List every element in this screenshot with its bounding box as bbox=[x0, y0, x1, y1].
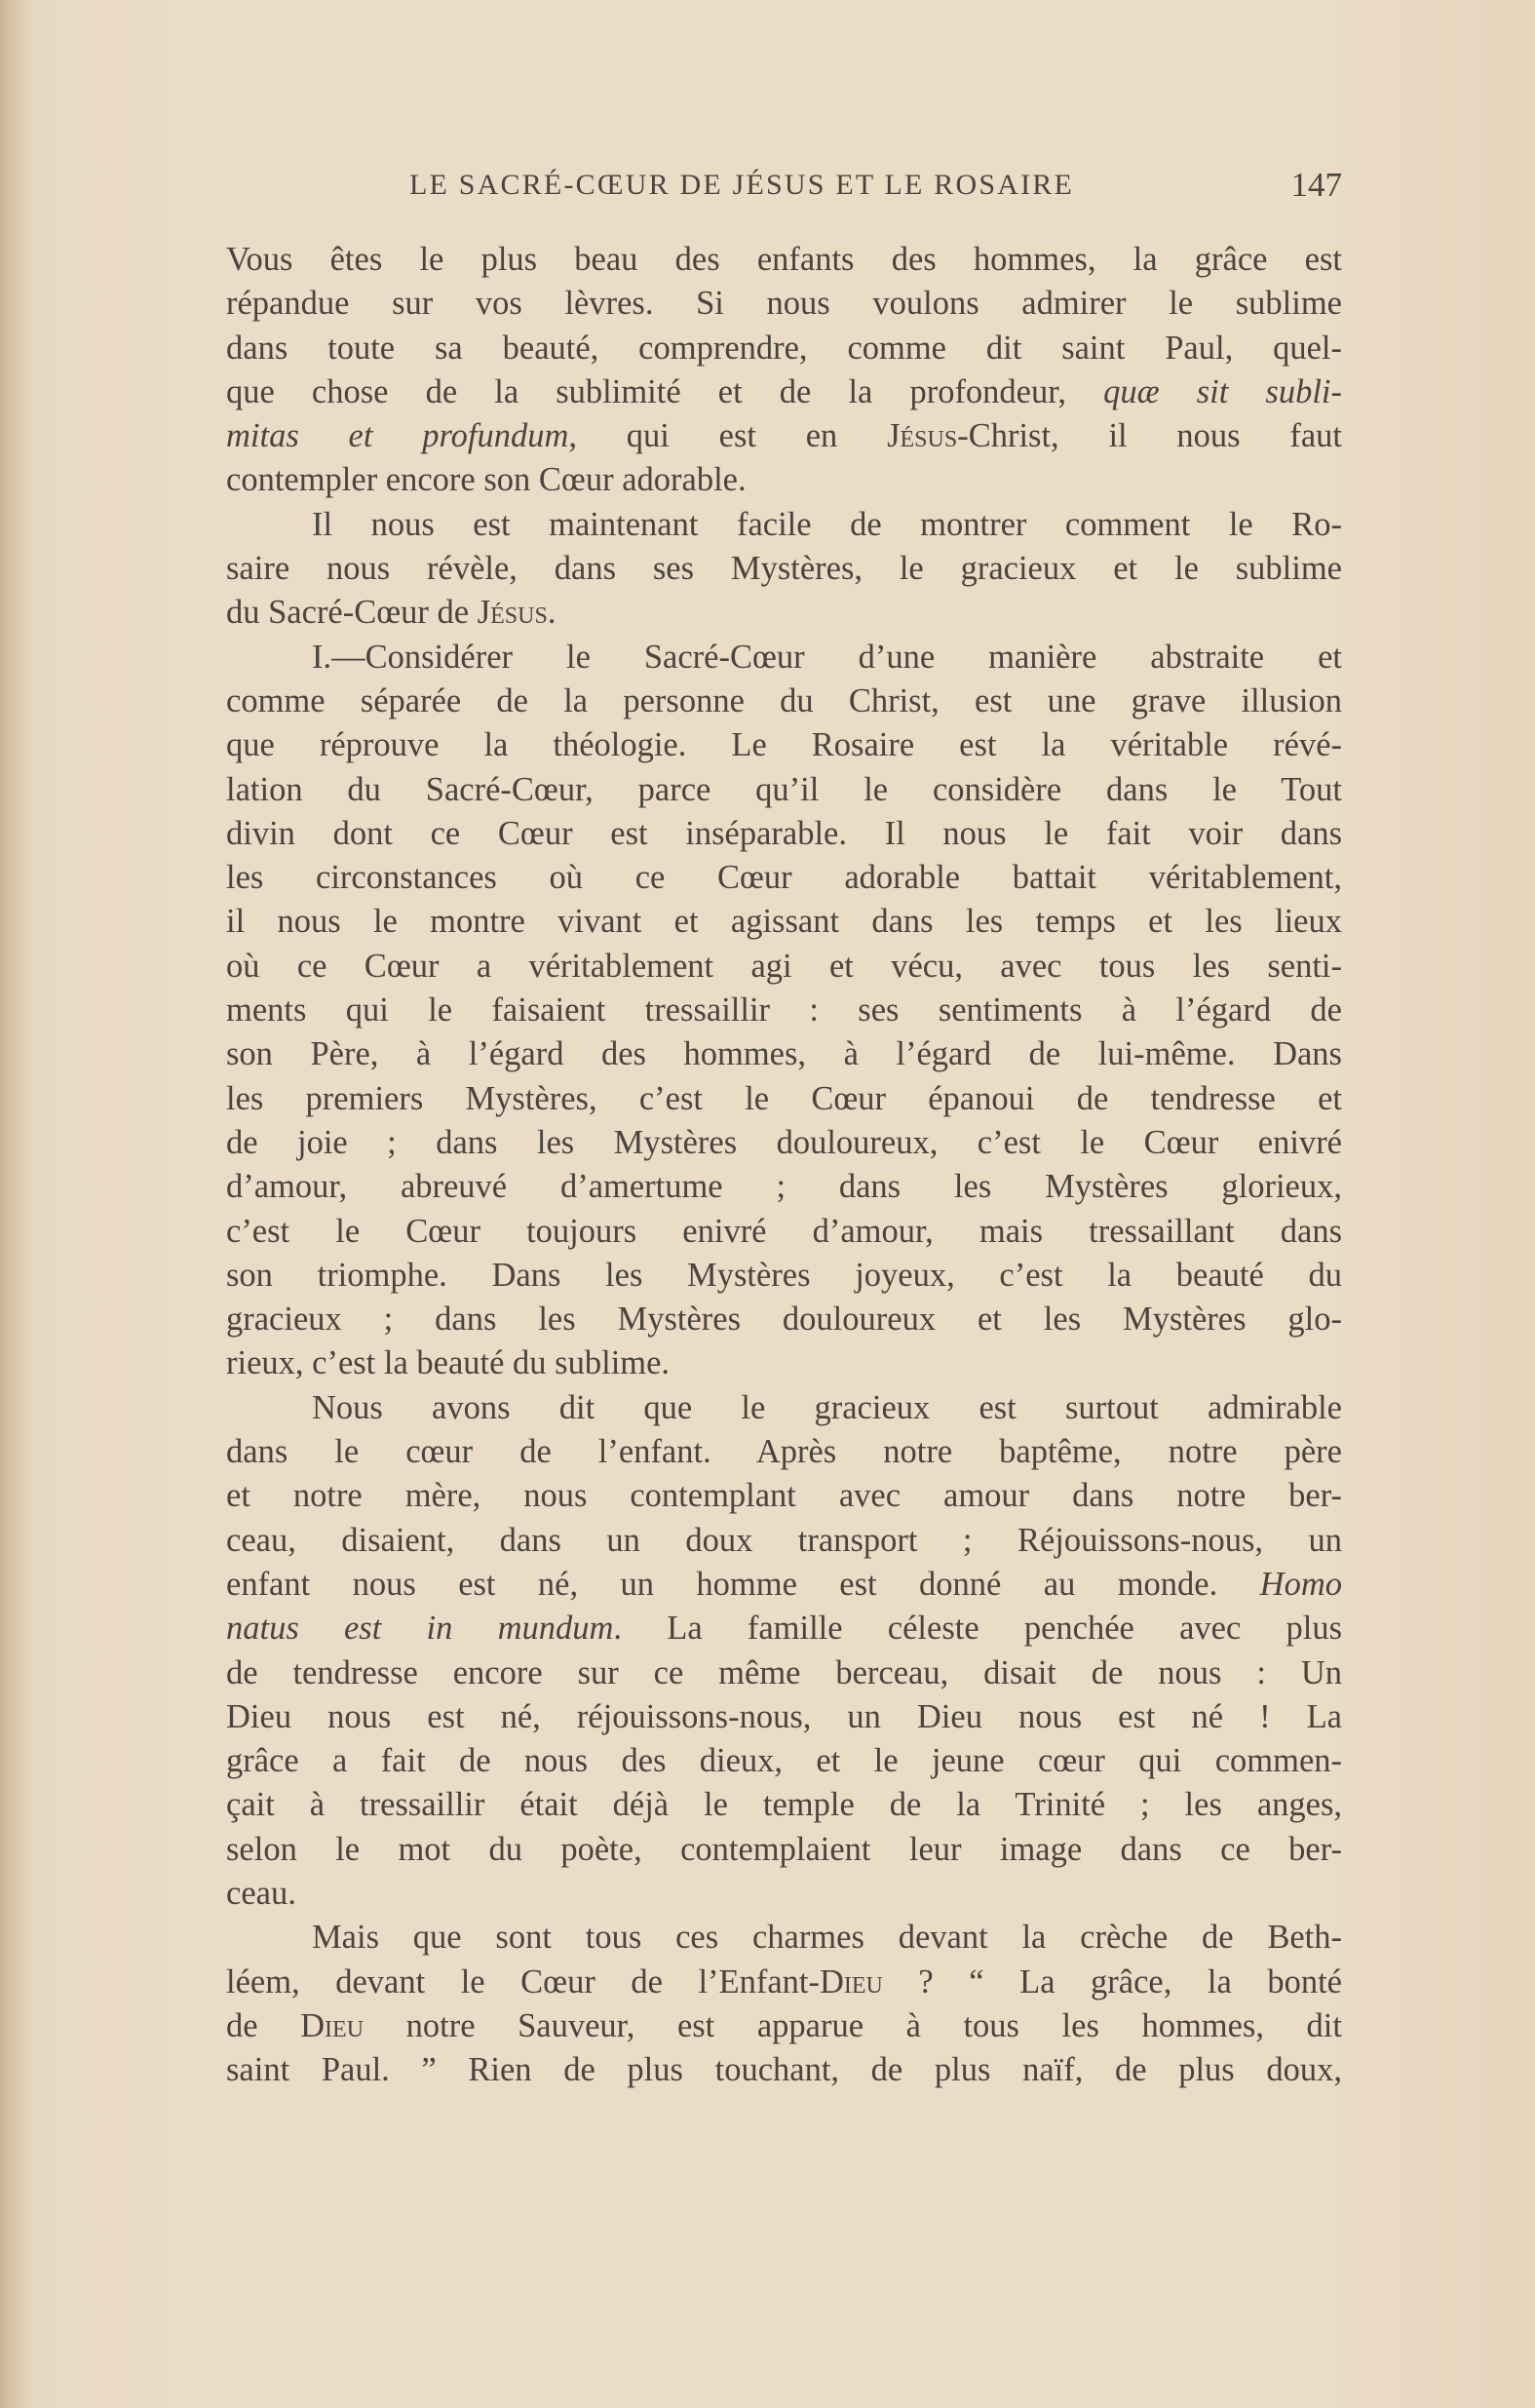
text-line: ceau. bbox=[226, 1874, 296, 1912]
running-head bbox=[226, 162, 1342, 209]
page-number: 147 bbox=[1290, 166, 1342, 204]
text-line: Mais que sont tous ces charmes devant la crèche de Beth- bbox=[312, 1919, 1342, 1957]
text-line: saint Paul. ” Rien de plus touchant, de plus naïf, de plus doux, bbox=[226, 2051, 1342, 2089]
text-line: de tendresse encore sur ce même berceau, disait de nous : Un bbox=[226, 1653, 1342, 1691]
text-line: lation du Sacré-Cœur, parce qu’il le considère dans le Tout bbox=[226, 770, 1342, 808]
running-head-title: LE SACRÉ-CŒUR DE JÉSUS ET LE ROSAIRE bbox=[409, 169, 1075, 201]
text-line: que réprouve la théologie. Le Rosaire est la véritable révé- bbox=[226, 726, 1342, 764]
text-line: mitas et profundum, qui est en Jésus-Christ, il nous faut bbox=[226, 417, 1342, 455]
text-line: grâce a fait de nous des dieux, et le jeune cœur qui commen- bbox=[226, 1742, 1342, 1780]
text-line: où ce Cœur a véritablement agi et vécu, avec tous les senti- bbox=[226, 947, 1342, 985]
text-line: I.—Considérer le Sacré-Cœur d’une manière abstraite et bbox=[312, 638, 1342, 676]
text-line: Dieu nous est né, réjouissons-nous, un Dieu nous est né ! La bbox=[226, 1697, 1342, 1735]
text-line: de Dieu notre Sauveur, est apparue à tous les hommes, dit bbox=[226, 2006, 1342, 2044]
text-line: saire nous révèle, dans ses Mystères, le gracieux et le sublime bbox=[226, 550, 1342, 588]
text-line: Nous avons dit que le gracieux est surtout admirable bbox=[312, 1388, 1342, 1426]
page-gutter-shadow bbox=[0, 0, 29, 2408]
text-line: léem, devant le Cœur de l’Enfant-Dieu ? “ La grâce, la bonté bbox=[226, 1962, 1342, 2000]
text-line: Vous êtes le plus beau des enfants des hommes, la grâce est bbox=[226, 241, 1342, 278]
body-text bbox=[226, 238, 1342, 2092]
text-line: c’est le Cœur toujours enivré d’amour, mais tressaillant dans bbox=[226, 1212, 1342, 1250]
text-line: les premiers Mystères, c’est le Cœur épanoui de tendresse et bbox=[226, 1079, 1342, 1117]
text-line: comme séparée de la personne du Christ, est une grave illusion bbox=[226, 681, 1342, 719]
text-line: les circonstances où ce Cœur adorable battait véritablement, bbox=[226, 859, 1342, 897]
text-line: contempler encore son Cœur adorable. bbox=[226, 461, 747, 499]
text-line: il nous le montre vivant et agissant dans les temps et les lieux bbox=[226, 903, 1342, 941]
text-line: rieux, c’est la beauté du sublime. bbox=[226, 1344, 671, 1382]
text-line: du Sacré-Cœur de Jésus. bbox=[226, 594, 556, 632]
text-line: son triomphe. Dans les Mystères joyeux, c’est la beauté du bbox=[226, 1256, 1342, 1294]
text-line: selon le mot du poète, contemplaient leur image dans ce ber- bbox=[226, 1830, 1342, 1868]
text-line: d’amour, abreuvé d’amertume ; dans les Mystères glorieux, bbox=[226, 1168, 1342, 1206]
text-line: gracieux ; dans les Mystères douloureux et les Mystères glo- bbox=[226, 1301, 1342, 1339]
text-line: dans le cœur de l’enfant. Après notre baptême, notre père bbox=[226, 1433, 1342, 1471]
text-line: enfant nous est né, un homme est donné au monde. Homo bbox=[226, 1565, 1342, 1603]
text-line: répandue sur vos lèvres. Si nous voulons admirer le sublime bbox=[226, 285, 1342, 323]
text-line: que chose de la sublimité et de la profondeur, quæ sit subli- bbox=[226, 372, 1342, 410]
text-line: son Père, à l’égard des hommes, à l’égard de lui-même. Dans bbox=[226, 1035, 1342, 1073]
text-line: Il nous est maintenant facile de montrer comment le Ro- bbox=[312, 505, 1342, 543]
text-line: ceau, disaient, dans un doux transport ; Réjouissons-nous, un bbox=[226, 1521, 1342, 1559]
text-line: divin dont ce Cœur est inséparable. Il nous le fait voir dans bbox=[226, 814, 1342, 852]
text-line: de joie ; dans les Mystères douloureux, c’est le Cœur enivré bbox=[226, 1123, 1342, 1161]
text-line: çait à tressaillir était déjà le temple de la Trinité ; les anges, bbox=[226, 1786, 1342, 1824]
text-line: natus est in mundum. La famille céleste penchée avec plus bbox=[226, 1610, 1342, 1648]
text-line: dans toute sa beauté, comprendre, comme dit saint Paul, quel- bbox=[226, 329, 1342, 367]
text-line: ments qui le faisaient tressaillir : ses sentiments à l’égard de bbox=[226, 991, 1342, 1029]
text-line: et notre mère, nous contemplant avec amour dans notre ber- bbox=[226, 1477, 1342, 1515]
